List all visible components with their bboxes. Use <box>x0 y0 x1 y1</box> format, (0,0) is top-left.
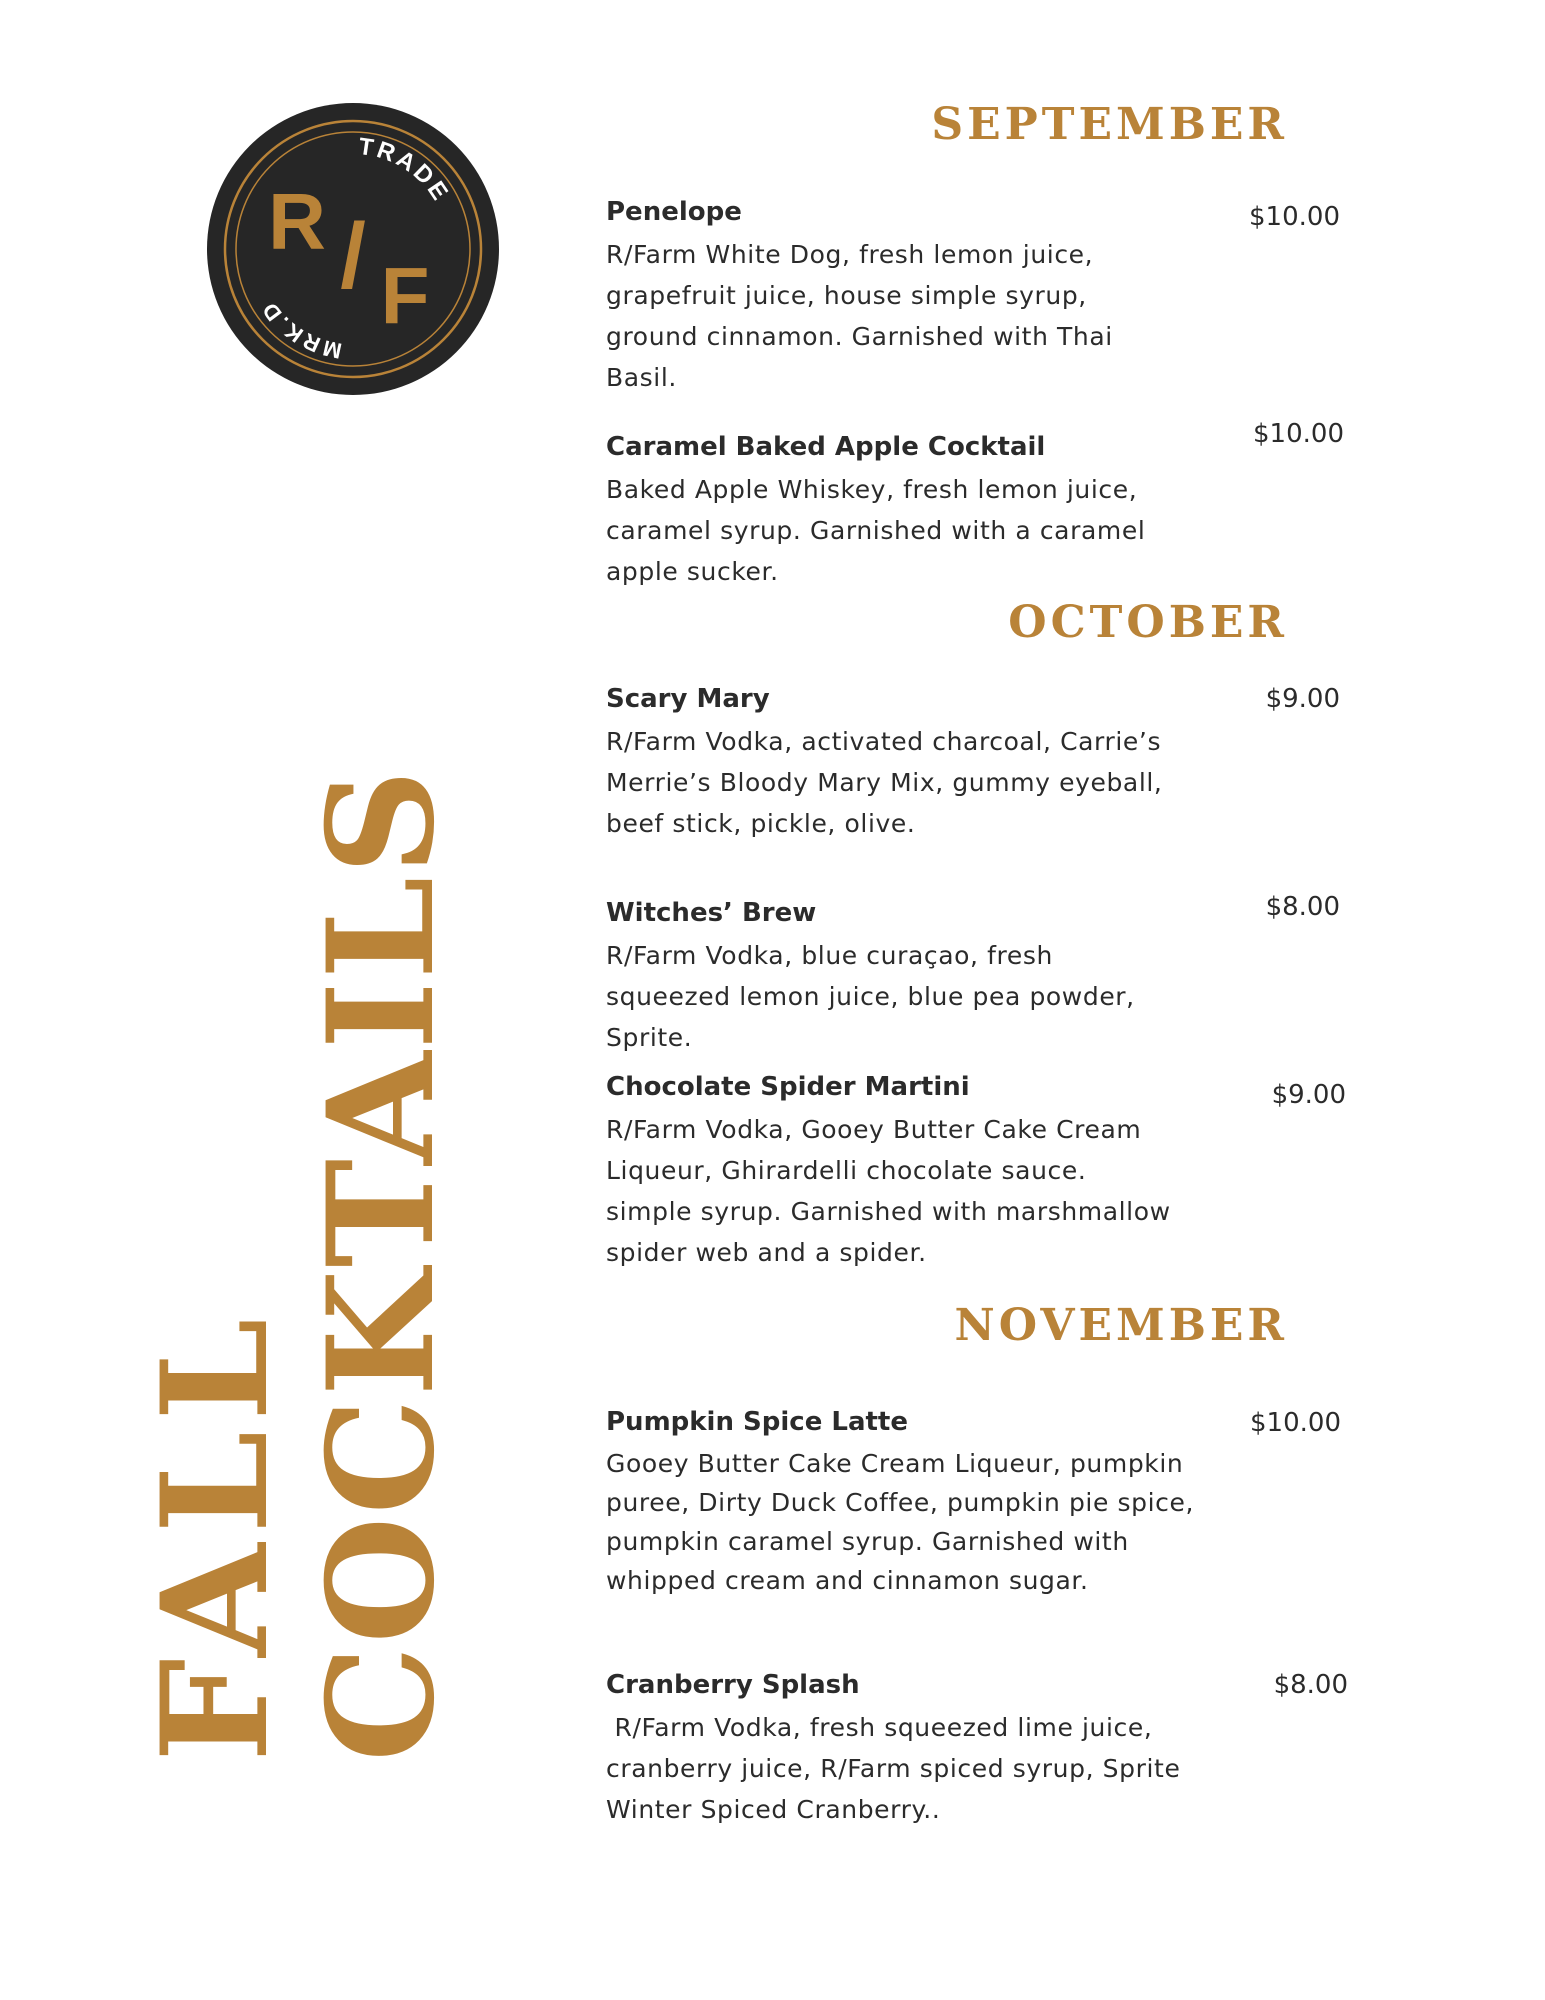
item-price: $9.00 <box>1265 684 1340 714</box>
logo-top-text: TRADE <box>356 132 455 208</box>
menu-item <box>606 681 1206 844</box>
item-name: Witches’ Brew <box>606 898 817 928</box>
item-price: $8.00 <box>1273 1670 1348 1700</box>
item-description: R/Farm Vodka, fresh squeezed lime juice, cranberry juice, R/Farm spiced syrup, Sprite Winter Spiced Cranberry.. <box>606 1713 1189 1824</box>
logo-letter-r: R <box>268 177 326 266</box>
item-price: $8.00 <box>1265 892 1340 922</box>
menu-item <box>606 1667 1206 1830</box>
item-description: Gooey Butter Cake Cream Liqueur, pumpkin puree, Dirty Duck Coffee, pumpkin pie spice, pumpkin caramel syrup. Garnished with whipped cream and cinnamon sugar. <box>606 1449 1194 1595</box>
trade-mark-logo <box>205 101 501 397</box>
logo-letter-f: F <box>380 251 430 340</box>
item-price: $10.00 <box>1250 1408 1341 1438</box>
item-price: $10.00 <box>1249 202 1340 232</box>
month-october: OCTOBER <box>1008 597 1288 648</box>
item-name: Penelope <box>606 197 742 227</box>
title-cocktails: COCKTAILS <box>296 767 467 1762</box>
item-description: R/Farm Vodka, activated charcoal, Carrie’s Merrie’s Bloody Mary Mix, gummy eyeball, beef stick, pickle, olive. <box>606 727 1163 838</box>
item-name: Caramel Baked Apple Cocktail <box>606 432 1046 462</box>
menu-item <box>606 1069 1206 1273</box>
month-november: NOVEMBER <box>954 1300 1288 1351</box>
item-description: R/Farm White Dog, fresh lemon juice, grapefruit juice, house simple syrup, ground cinnamon. Garnished with Thai Basil. <box>606 240 1113 392</box>
menu-item <box>606 194 1206 398</box>
item-name: Scary Mary <box>606 684 770 714</box>
menu-item <box>606 1404 1206 1600</box>
item-name: Cranberry Splash <box>606 1670 860 1700</box>
logo-bottom-text: MRK.D <box>255 295 344 364</box>
item-description: R/Farm Vodka, Gooey Butter Cake Cream Liqueur, Ghirardelli chocolate sauce. simple syrup. Garnished with marshmallow spider web and a spider. <box>606 1115 1171 1267</box>
title-fall: FALL <box>130 1308 301 1762</box>
logo-slash: / <box>340 205 366 307</box>
item-name: Pumpkin Spice Latte <box>606 1407 908 1437</box>
item-price: $9.00 <box>1271 1080 1346 1110</box>
item-description: R/Farm Vodka, blue curaçao, fresh squeezed lemon juice, blue pea powder, Sprite. <box>606 941 1135 1052</box>
item-price: $10.00 <box>1253 419 1344 449</box>
month-september: SEPTEMBER <box>931 99 1288 150</box>
menu-item <box>606 429 1206 592</box>
item-description: Baked Apple Whiskey, fresh lemon juice, caramel syrup. Garnished with a caramel apple sucker. <box>606 475 1146 586</box>
menu-item <box>606 895 1206 1058</box>
item-name: Chocolate Spider Martini <box>606 1072 970 1102</box>
